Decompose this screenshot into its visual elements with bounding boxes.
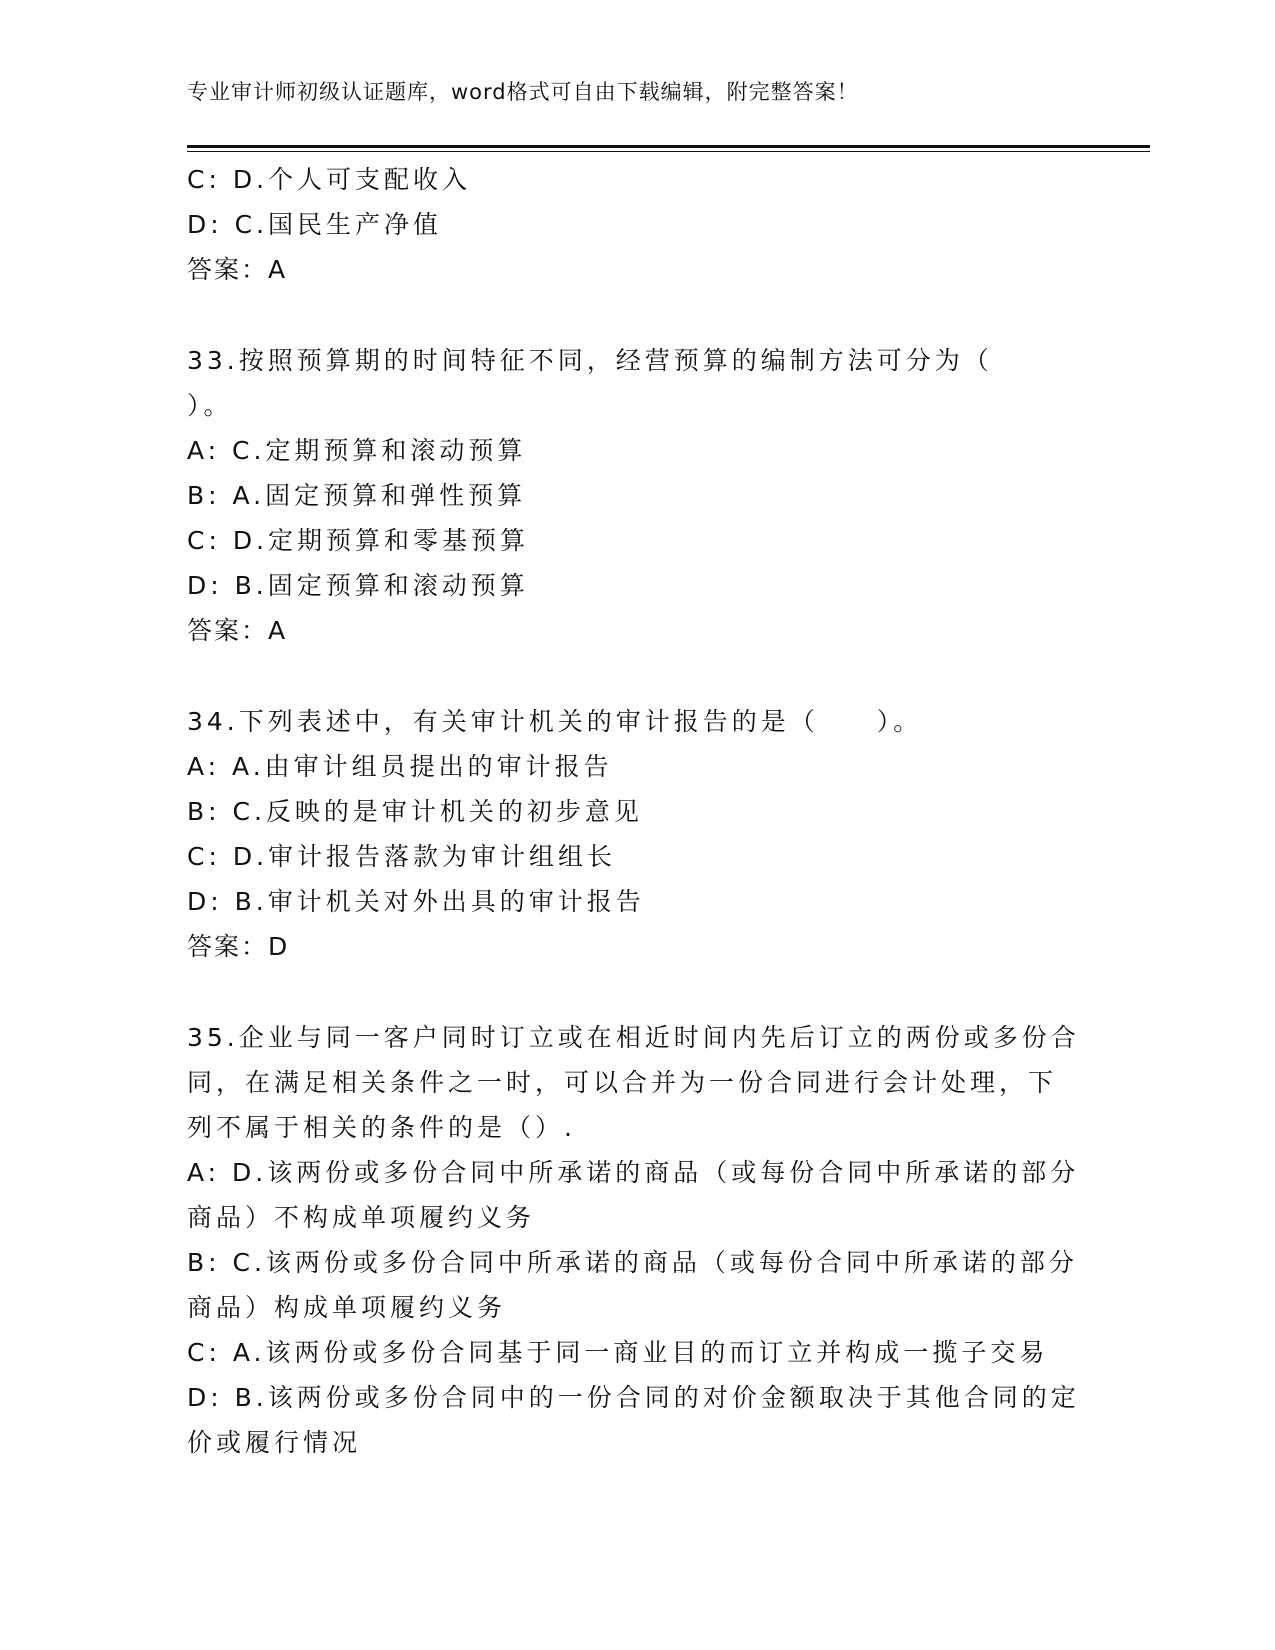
question-stem: 33.按照预算期的时间特征不同，经营预算的编制方法可分为（ xyxy=(187,346,993,375)
spacer xyxy=(187,653,1087,699)
header-rule-thin xyxy=(187,151,1150,152)
option-line: C: A.该两份或多份合同基于同一商业目的而订立并构成一揽子交易 xyxy=(187,1338,1049,1367)
option-line: D: C.国民生产净值 xyxy=(187,210,443,239)
question-34 xyxy=(187,699,1087,969)
question-stem: 34.下列表述中，有关审计机关的审计报告的是（ ）。 xyxy=(187,707,923,736)
question-stem: 列不属于相关的条件的是（）. xyxy=(187,1113,576,1142)
option-line-continued: 商品）不构成单项履约义务 xyxy=(187,1203,536,1232)
document-content xyxy=(187,157,1087,1465)
spacer xyxy=(187,969,1087,1015)
answer-line: 答案：D xyxy=(187,932,290,961)
spacer xyxy=(187,292,1087,338)
option-line: B: A.固定预算和弹性预算 xyxy=(187,481,527,510)
option-line: C: D.审计报告落款为审计组组长 xyxy=(187,842,617,871)
option-line-continued: 价或履行情况 xyxy=(187,1428,362,1457)
option-line: D: B.固定预算和滚动预算 xyxy=(187,571,529,600)
question-stem: ）。 xyxy=(187,391,233,420)
header-rule-thick xyxy=(187,145,1150,148)
option-line: B: C.反映的是审计机关的初步意见 xyxy=(187,797,643,826)
option-line: A: A.由审计组员提出的审计报告 xyxy=(187,752,613,781)
question-33 xyxy=(187,338,1087,653)
question-stem: 同，在满足相关条件之一时，可以合并为一份合同进行会计处理，下 xyxy=(187,1068,1058,1097)
option-line-continued: 商品）构成单项履约义务 xyxy=(187,1293,507,1322)
option-line: B: C.该两份或多份合同中所承诺的商品（或每份合同中所承诺的部分 xyxy=(187,1248,1078,1277)
question-stem: 35.企业与同一客户同时订立或在相近时间内先后订立的两份或多份合 xyxy=(187,1023,1080,1052)
option-line: C: D.个人可支配收入 xyxy=(187,165,472,194)
page-header-title: 专业审计师初级认证题库，word格式可自由下载编辑，附完整答案！ xyxy=(187,80,859,104)
question-32-carryover xyxy=(187,157,1087,292)
question-35 xyxy=(187,1015,1087,1465)
answer-line: 答案：A xyxy=(187,255,288,284)
option-line: C: D.定期预算和零基预算 xyxy=(187,526,530,555)
option-line: A: C.定期预算和滚动预算 xyxy=(187,436,527,465)
option-line: D: B.该两份或多份合同中的一份合同的对价金额取决于其他合同的定 xyxy=(187,1383,1080,1412)
option-line: D: B.审计机关对外出具的审计报告 xyxy=(187,887,645,916)
option-line: A: D.该两份或多份合同中所承诺的商品（或每份合同中所承诺的部分 xyxy=(187,1158,1080,1187)
answer-line: 答案：A xyxy=(187,616,288,645)
